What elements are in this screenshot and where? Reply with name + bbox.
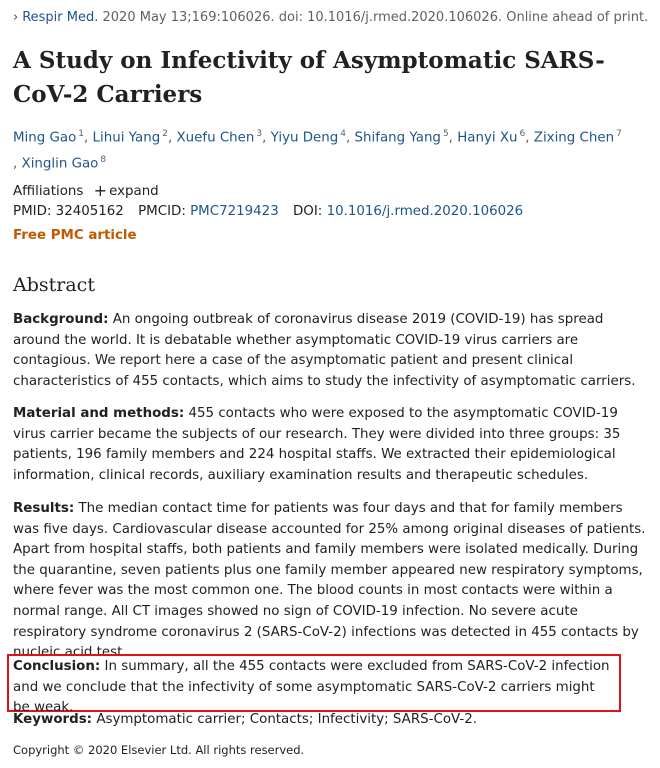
author-link[interactable]: Yiyu Deng — [270, 130, 339, 146]
chevron-right-icon: › — [13, 10, 19, 25]
author-link[interactable]: Lihui Yang — [92, 130, 161, 146]
expand-label: expand — [109, 184, 159, 199]
abstract-keywords — [13, 712, 477, 727]
copyright-notice: Copyright © 2020 Elsevier Ltd. All rights reserved. — [13, 743, 305, 757]
author-link[interactable]: Hanyi Xu — [457, 130, 518, 146]
author-list: Ming Gao $^1$, Lihui Yang $^2$, Xuefu Chen $^3$, Yiyu Deng $^4$, Shifang Yang $^5$, Hanyi Xu $^6$, Zixing Chen $^7$ , Xinglin Gao $^8$ — [13, 129, 622, 172]
abstract-conclusion — [13, 657, 613, 719]
article-identifiers — [13, 204, 523, 219]
author-link[interactable]: Ming Gao — [13, 130, 77, 146]
affiliation-ref[interactable]: 3 — [256, 129, 263, 139]
affiliation-ref[interactable]: 4 — [340, 129, 347, 139]
conclusion-text: In summary, all the 455 contacts were excluded from SARS-CoV-2 infection and we conclude that the infectivity of some asymptomatic SARS-CoV-2 carriers might be weak. — [13, 659, 610, 716]
journal-link[interactable]: Respir Med. — [22, 10, 99, 25]
pmid-label: PMID: — [13, 204, 52, 219]
abstract-methods — [13, 404, 647, 486]
abstract-results — [13, 499, 647, 664]
affiliation-ref[interactable]: 8 — [100, 155, 107, 166]
keywords-text: Asymptomatic carrier; Contacts; Infectivity; SARS-CoV-2. — [96, 712, 477, 727]
author-link[interactable]: Xinglin Gao — [21, 156, 99, 172]
plus-icon: + — [93, 181, 108, 200]
author-link[interactable]: Shifang Yang — [354, 130, 441, 146]
methods-text: 455 contacts who were exposed to the asymptomatic COVID-19 virus carrier became the subjects of our research. They were divided into three groups: 35 patients, 196 family members and 224 hospital staffs. We extracted their epidemiological information, clinical records, auxiliary examination results and therapeutic schedules. — [13, 406, 621, 483]
citation-details: 2020 May 13;169:106026. doi: 10.1016/j.rmed.2020.106026. Online ahead of print. — [102, 10, 649, 25]
doi-link[interactable]: 10.1016/j.rmed.2020.106026 — [326, 204, 524, 219]
affiliation-ref[interactable]: 6 — [519, 129, 526, 139]
article-title: A Study on Infectivity of Asymptomatic SARS-CoV-2 Carriers — [13, 47, 605, 108]
journal-citation — [13, 10, 648, 25]
background-text: An ongoing outbreak of coronavirus disease 2019 (COVID-19) has spread around the world. It is debatable whether asymptomatic COVID-19 virus carriers are contagious. We report here a case of the asymptomatic patient and present clinical characteristics of 455 contacts, which aims to study the infectivity of asymptomatic carriers. — [13, 312, 636, 389]
affiliations-label: Affiliations — [13, 184, 84, 199]
pmcid-label: PMCID: — [138, 204, 186, 219]
abstract-heading: Abstract — [13, 274, 95, 296]
results-text: The median contact time for patients was four days and that for family members was five days. Cardiovascular disease accounted for 25% among original diseases of patients. Apart from hospital staffs, both patients and family members were isolated medically. During the quarantine, seven patients plus one family member appeared new respiratory symptoms, where fever was the most common one. The blood counts in most contacts were within a normal range. All CT images showed no sign of COVID-19 infection. No severe acute respiratory syndrome coronavirus 2 (SARS-CoV-2) infections was detected in 455 contacts by nucleic acid test. — [13, 501, 646, 661]
abstract-background — [13, 310, 647, 392]
affiliation-ref[interactable]: 5 — [442, 129, 449, 139]
conclusion-label: Conclusion: — [13, 659, 101, 674]
background-label: Background: — [13, 312, 109, 327]
free-pmc-article-badge[interactable]: Free PMC article — [13, 228, 137, 243]
author-link[interactable]: Xuefu Chen — [176, 130, 255, 146]
author-link[interactable]: Zixing Chen — [533, 130, 615, 146]
methods-label: Material and methods: — [13, 406, 185, 421]
affiliation-ref[interactable]: 2 — [162, 129, 168, 139]
results-label: Results: — [13, 501, 75, 516]
doi-label: DOI: — [293, 204, 323, 219]
keywords-label: Keywords: — [13, 712, 93, 727]
affiliation-ref[interactable]: 7 — [616, 129, 622, 139]
affiliations-toggle[interactable] — [13, 180, 159, 199]
pmid-value: 32405162 — [55, 204, 124, 219]
pmcid-link[interactable]: PMC7219423 — [190, 204, 279, 219]
affiliation-ref[interactable]: 1 — [78, 129, 85, 139]
